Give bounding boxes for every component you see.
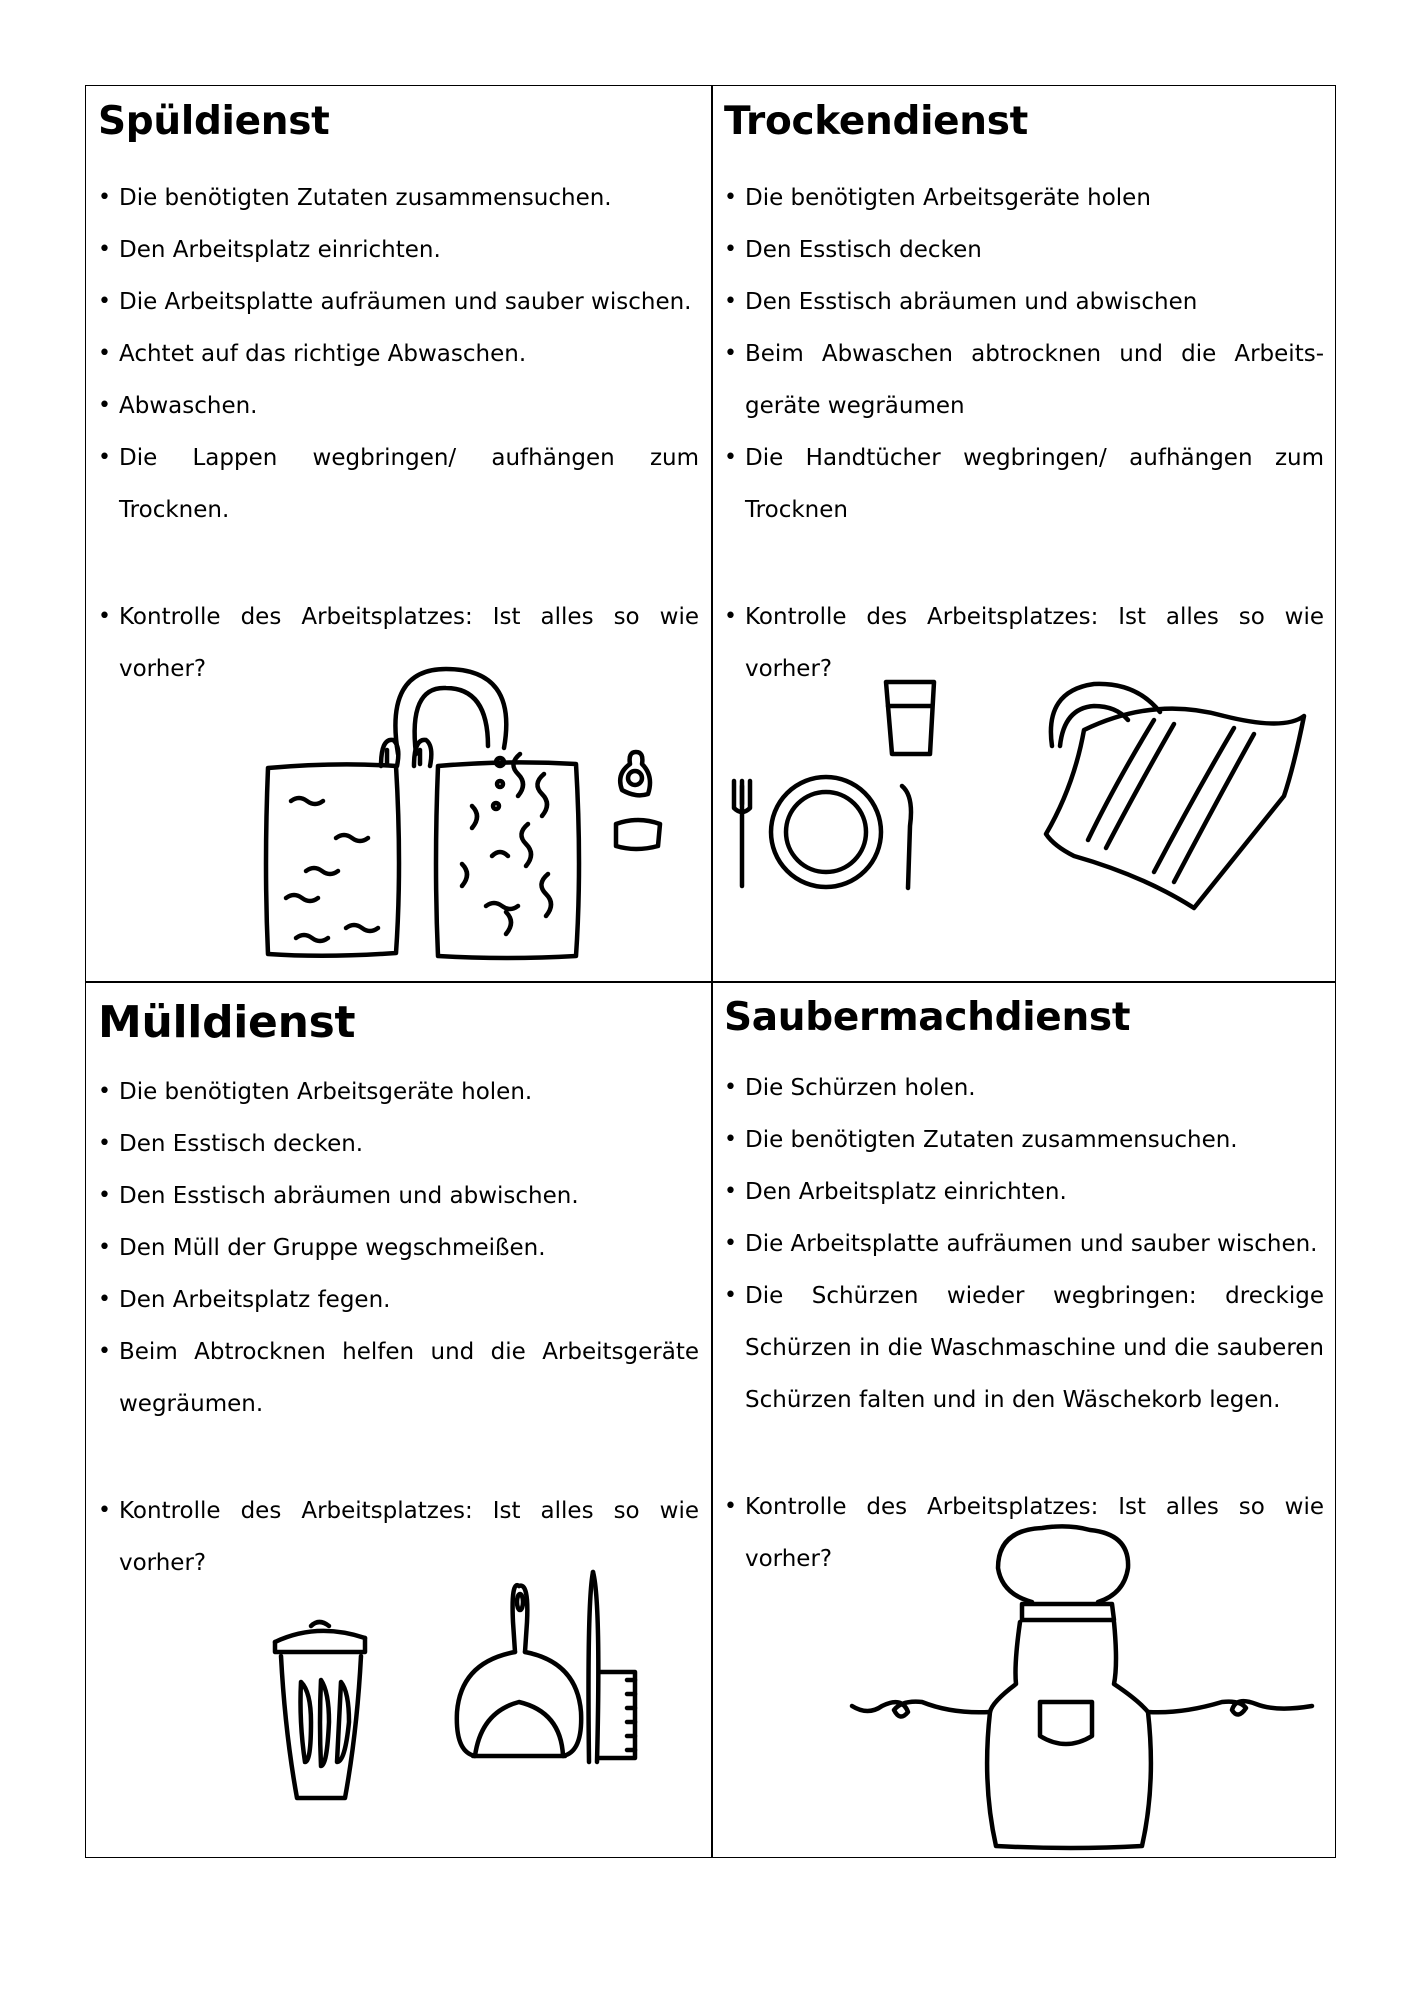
check-item: • Kontrolle des Arbeitsplatzes: Ist alles so wie vorher? bbox=[98, 1485, 699, 1589]
task-item: • Den Esstisch abräumen und abwischen bbox=[724, 276, 1324, 328]
task-item: • Die Handtücher wegbringen/ aufhängen zum Trocknen bbox=[724, 432, 1324, 536]
table-setting-and-towel-icon bbox=[724, 676, 1324, 926]
card-title: Spüldienst bbox=[98, 99, 330, 144]
card-title: Mülldienst bbox=[98, 997, 356, 1048]
task-item: • Den Arbeitsplatz einrichten. bbox=[724, 1166, 1324, 1218]
task-item: • Den Esstisch abräumen und abwischen. bbox=[98, 1170, 699, 1222]
duty-card-grid bbox=[85, 85, 1336, 1858]
task-item: • Beim Abwaschen abtrocknen und die Arbeits-geräte wegräumen bbox=[724, 328, 1324, 432]
card-trockendienst bbox=[712, 86, 1336, 981]
task-item: • Die Lappen wegbringen/ aufhängen zum Trocknen. bbox=[98, 432, 699, 536]
task-item: • Die benötigten Arbeitsgeräte holen. bbox=[98, 1066, 699, 1118]
task-item: • Die benötigten Arbeitsgeräte holen bbox=[724, 172, 1324, 224]
check-item: • Kontrolle des Arbeitsplatzes: Ist alles so wie vorher? bbox=[724, 591, 1324, 695]
task-item: • Die Arbeitsplatte aufräumen und sauber wischen. bbox=[724, 1218, 1324, 1270]
task-item: • Die benötigten Zutaten zusammensuchen. bbox=[724, 1114, 1324, 1166]
task-item: • Den Arbeitsplatz fegen. bbox=[98, 1274, 699, 1326]
card-title: Saubermachdienst bbox=[724, 995, 1131, 1040]
task-item: • Die Arbeitsplatte aufräumen und sauber wischen. bbox=[98, 276, 699, 328]
task-item: • Abwaschen. bbox=[98, 380, 699, 432]
task-item: • Den Arbeitsplatz einrichten. bbox=[98, 224, 699, 276]
check-item: • Kontrolle des Arbeitsplatzes: Ist alles so wie vorher? bbox=[724, 1481, 1324, 1585]
card-saubermachdienst bbox=[712, 982, 1336, 1858]
check-item: • Kontrolle des Arbeitsplatzes: Ist alles so wie vorher? bbox=[98, 591, 699, 695]
apron-and-chef-hat-icon bbox=[842, 1524, 1322, 1854]
task-item: • Die Schürzen holen. bbox=[724, 1062, 1324, 1114]
task-list bbox=[98, 1066, 699, 1589]
task-item: • Den Esstisch decken bbox=[724, 224, 1324, 276]
card-title: Trockendienst bbox=[724, 99, 1029, 144]
task-item: • Den Müll der Gruppe wegschmeißen. bbox=[98, 1222, 699, 1274]
task-list bbox=[724, 1062, 1324, 1585]
card-spueldienst bbox=[86, 86, 711, 981]
sink-icon bbox=[256, 666, 696, 978]
task-item: • Die benötigten Zutaten zusammensuchen. bbox=[98, 172, 699, 224]
task-item: • Beim Abtrocknen helfen und die Arbeitsgeräte wegräumen. bbox=[98, 1326, 699, 1430]
task-item: • Achtet auf das richtige Abwaschen. bbox=[98, 328, 699, 380]
trash-can-and-dustpan-icon bbox=[261, 1562, 681, 1812]
task-list bbox=[98, 172, 699, 695]
card-muelldienst bbox=[86, 982, 711, 1858]
task-item: • Die Schürzen wieder wegbringen: dreckige Schürzen in die Waschmaschine und die sauberen Schürzen falten und in den Wäschekorb legen. bbox=[724, 1270, 1324, 1426]
task-item: • Den Esstisch decken. bbox=[98, 1118, 699, 1170]
task-list bbox=[724, 172, 1324, 695]
